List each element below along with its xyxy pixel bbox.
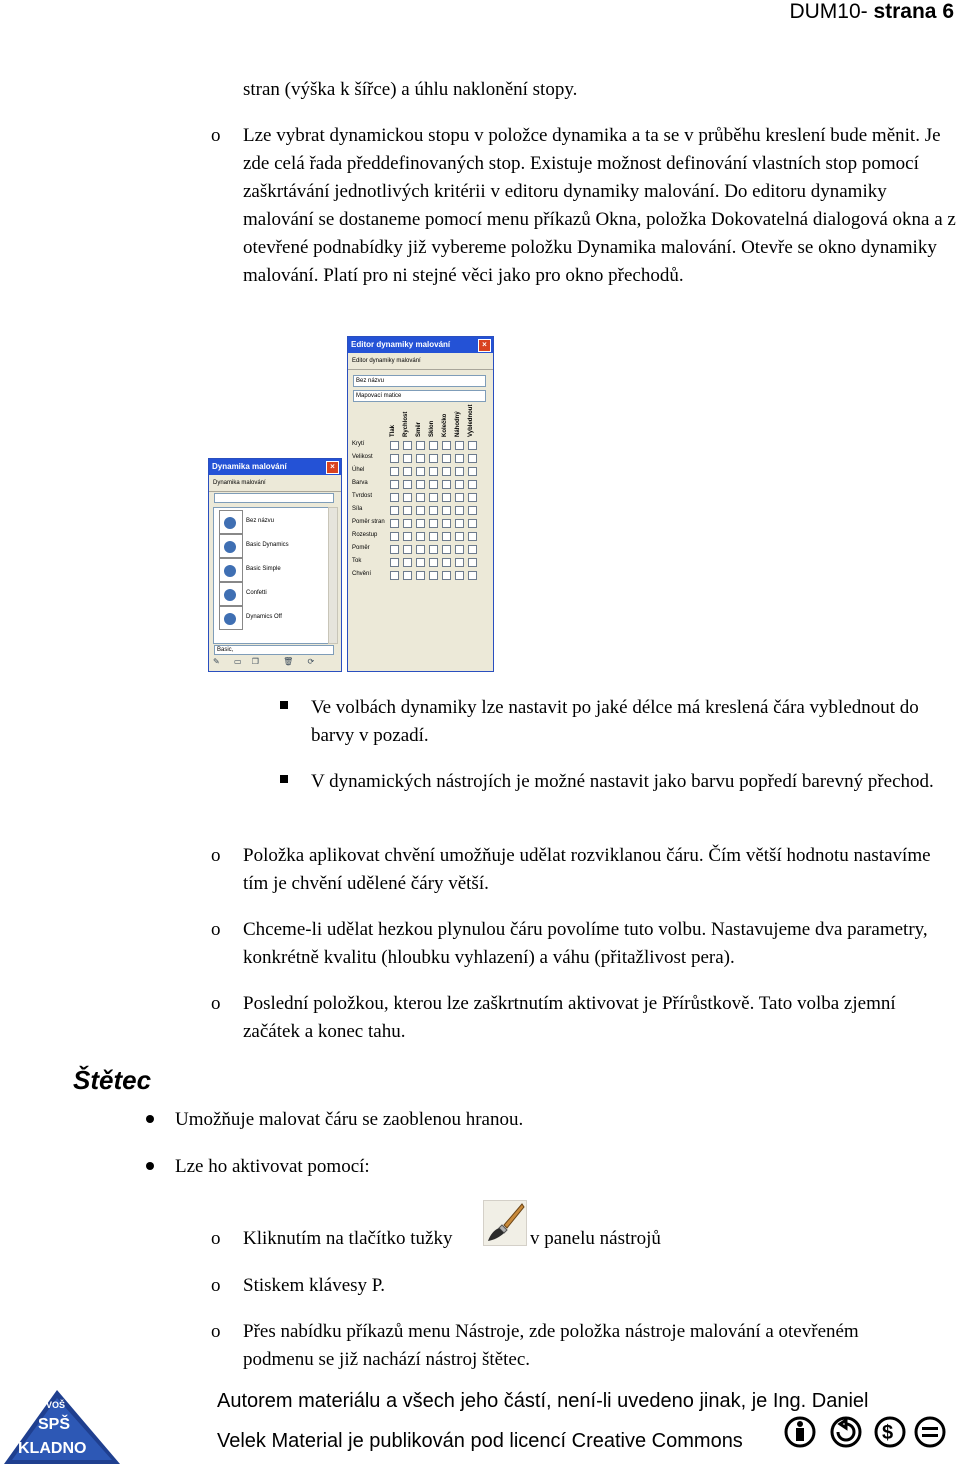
- logo-mid-text: SPŠ: [38, 1416, 71, 1433]
- round-bullet: [146, 1162, 154, 1170]
- column-header: Kolečko: [442, 413, 448, 437]
- refresh-icon[interactable]: ⟳: [307, 657, 315, 666]
- dynamics-checkbox[interactable]: [468, 467, 477, 476]
- logo-bottom-text: KLADNO: [18, 1440, 87, 1457]
- dynamics-checkbox[interactable]: [429, 467, 438, 476]
- dynamics-tab-label: Dynamika malování: [213, 480, 266, 486]
- dynamics-checkbox[interactable]: [442, 493, 451, 502]
- page-header: [789, 0, 954, 24]
- dynamics-checkbox[interactable]: [429, 454, 438, 463]
- dynamics-checkbox[interactable]: [442, 454, 451, 463]
- name-field[interactable]: Bez názvu: [353, 375, 486, 387]
- header-page-number: strana 6: [873, 0, 954, 23]
- bullet-gradient: V dynamických nástrojích je možné nastavit jako barvu popředí barevný přechod.: [311, 771, 934, 792]
- dynamics-title: Dynamika malování: [212, 462, 287, 471]
- dynamics-checkbox[interactable]: [429, 519, 438, 528]
- scrollbar[interactable]: [328, 507, 338, 644]
- dynamics-checkbox[interactable]: [416, 545, 425, 554]
- column-header: Náhodný: [455, 411, 461, 437]
- dynamics-checkbox[interactable]: [468, 532, 477, 541]
- dynamics-checkbox[interactable]: [416, 441, 425, 450]
- dynamics-checkbox[interactable]: [468, 571, 477, 580]
- dynamics-tab[interactable]: [209, 475, 341, 492]
- duplicate-icon[interactable]: ❐: [251, 657, 259, 666]
- preset-item[interactable]: [219, 558, 327, 582]
- mode-select[interactable]: Mapovací matice: [353, 390, 486, 402]
- preset-label: Bez názvu: [246, 518, 275, 524]
- dynamics-checkbox[interactable]: [429, 441, 438, 450]
- dynamics-checkbox[interactable]: [390, 519, 399, 528]
- dynamics-checkbox[interactable]: [390, 558, 399, 567]
- close-icon[interactable]: ×: [478, 339, 491, 352]
- dynamics-titlebar: [209, 459, 341, 475]
- item-toolbox: v panelu nástrojů: [530, 1228, 661, 1249]
- dynamics-checkbox[interactable]: [403, 454, 412, 463]
- dynamics-checkbox[interactable]: [416, 558, 425, 567]
- dynamics-checkbox[interactable]: [416, 454, 425, 463]
- preset-label: Dynamics Off: [246, 614, 282, 620]
- preset-item[interactable]: [219, 582, 327, 606]
- row-label: Chvění: [352, 571, 372, 577]
- row-label: Tok: [352, 558, 362, 564]
- row-label: Rozestup: [352, 532, 378, 538]
- dynamics-checkbox[interactable]: [442, 519, 451, 528]
- dynamics-checkbox[interactable]: [442, 506, 451, 515]
- dynamics-checkbox[interactable]: [403, 558, 412, 567]
- dynamics-checkbox[interactable]: [455, 532, 464, 541]
- dynamics-checkbox[interactable]: [455, 558, 464, 567]
- preset-label: Basic Dynamics: [246, 542, 289, 548]
- list-marker: o: [211, 993, 221, 1014]
- row-label: Barva: [352, 480, 368, 486]
- bullet-fade: Ve volbách dynamiky lze nastavit po jaké délce má kreslená čára vyblednout do barvy v pozadí.: [311, 697, 919, 746]
- dynamics-checkbox[interactable]: [416, 519, 425, 528]
- edit-icon[interactable]: ✎: [213, 657, 220, 666]
- dialog-toolbar: [213, 657, 337, 669]
- dynamics-checkbox[interactable]: [429, 558, 438, 567]
- editor-titlebar: [348, 337, 493, 353]
- editor-title: Editor dynamiky malování: [351, 340, 451, 349]
- dynamics-checkbox[interactable]: [416, 493, 425, 502]
- dynamics-checkbox[interactable]: [416, 532, 425, 541]
- close-icon[interactable]: ×: [326, 461, 339, 474]
- square-bullet: [280, 701, 288, 709]
- preset-thumbnail: [219, 534, 243, 558]
- dynamics-checkbox[interactable]: [390, 493, 399, 502]
- square-bullet: [280, 775, 288, 783]
- dynamics-checkbox[interactable]: [403, 506, 412, 515]
- list-marker: o: [211, 845, 221, 866]
- row-label: Poměr stran: [352, 519, 385, 525]
- list-marker: o: [211, 1275, 221, 1296]
- row-label: Velikost: [352, 454, 373, 460]
- dynamics-checkbox[interactable]: [442, 467, 451, 476]
- dynamics-checkbox[interactable]: [429, 493, 438, 502]
- dynamics-checkbox[interactable]: [403, 480, 412, 489]
- bullet-rounded-line: Umožňuje malovat čáru se zaoblenou hranou.: [175, 1109, 524, 1130]
- dynamics-checkbox[interactable]: [468, 545, 477, 554]
- paragraph-smooth: Chceme-li udělat hezkou plynulou čáru povolíme tuto volbu. Nastavujeme dva parametry, konkrétně kvalitu (hloubku vyhlazení) a váhu (přitažlivost pera).: [243, 919, 928, 968]
- new-icon[interactable]: ▭: [233, 657, 242, 666]
- dynamics-checkbox[interactable]: [416, 571, 425, 580]
- dynamics-checkbox[interactable]: [442, 480, 451, 489]
- dynamics-checkbox[interactable]: [403, 545, 412, 554]
- dynamics-checkbox[interactable]: [416, 480, 425, 489]
- school-logo: [2, 1388, 122, 1466]
- dynamics-checkbox[interactable]: [390, 480, 399, 489]
- paragraph-jitter: Položka aplikovat chvění umožňuje udělat rozviklanou čáru. Čím větší hodnotu nastavíme tím je chvění udělené čáry větší.: [243, 845, 931, 894]
- dynamics-checkbox[interactable]: [442, 545, 451, 554]
- dynamics-checkbox[interactable]: [429, 571, 438, 580]
- row-label: Síla: [352, 506, 363, 512]
- footer-author: Autorem materiálu a všech jeho částí, není-li uvedeno jinak, je Ing. Daniel: [217, 1390, 869, 1412]
- dynamics-checkbox[interactable]: [429, 506, 438, 515]
- dynamics-checkbox[interactable]: [403, 532, 412, 541]
- column-header: Tlak: [390, 424, 396, 437]
- dynamics-checkbox[interactable]: [390, 441, 399, 450]
- dynamics-checkbox[interactable]: [390, 571, 399, 580]
- column-header: Rychlost: [403, 411, 409, 437]
- dynamics-checkbox[interactable]: [455, 545, 464, 554]
- dynamics-checkbox[interactable]: [403, 571, 412, 580]
- dynamics-checkbox[interactable]: [390, 532, 399, 541]
- editor-tab-label: Editor dynamiky malování: [352, 358, 421, 364]
- preset-item[interactable]: [219, 510, 327, 534]
- dynamics-checkbox[interactable]: [455, 571, 464, 580]
- footer-license: Velek Material je publikován pod licencí Creative Commons: [217, 1430, 743, 1452]
- row-label: Tvrdost: [352, 493, 373, 499]
- dynamics-checkbox[interactable]: [403, 441, 412, 450]
- column-header: Směr: [416, 421, 422, 437]
- dynamics-checkbox[interactable]: [468, 506, 477, 515]
- cc-icons: [783, 1414, 948, 1450]
- dynamics-checkbox[interactable]: [455, 454, 464, 463]
- paint-dynamics-window: [208, 458, 342, 672]
- paragraph-incremental: Poslední položkou, kterou lze zaškrtnutím aktivovat je Přírůstkově. Tato volba zjemní začátek a konec tahu.: [243, 993, 896, 1042]
- dynamics-checkbox[interactable]: [390, 467, 399, 476]
- dynamics-checkbox[interactable]: [403, 493, 412, 502]
- list-marker: o: [211, 1228, 221, 1249]
- filter-field[interactable]: [214, 493, 334, 503]
- preset-thumbnail: [219, 558, 243, 582]
- preset-item[interactable]: [219, 534, 327, 558]
- bullet-activate: Lze ho aktivovat pomocí:: [175, 1156, 370, 1177]
- item-click-pencil: Kliknutím na tlačítko tužky: [243, 1228, 453, 1249]
- column-header: Sklon: [429, 420, 435, 437]
- dynamics-checkbox[interactable]: [455, 480, 464, 489]
- header-prefix: DUM10-: [789, 0, 874, 23]
- dynamics-checkbox[interactable]: [403, 519, 412, 528]
- preset-thumbnail: [219, 510, 243, 534]
- dynamics-checkbox[interactable]: [468, 493, 477, 502]
- dynamics-checkbox[interactable]: [455, 441, 464, 450]
- logo-top-text: VOŠ: [46, 1400, 66, 1410]
- dynamics-checkbox[interactable]: [468, 454, 477, 463]
- round-bullet: [146, 1115, 154, 1123]
- column-header: Vyblednout: [468, 404, 474, 437]
- dynamics-checkbox[interactable]: [442, 558, 451, 567]
- item-key-p: Stiskem klávesy P.: [243, 1275, 385, 1296]
- list-marker: o: [211, 919, 221, 940]
- dynamics-checkbox[interactable]: [455, 506, 464, 515]
- dynamics-checkbox[interactable]: [468, 519, 477, 528]
- preset-thumbnail: [219, 606, 243, 630]
- section-heading: Štětec: [73, 1065, 152, 1095]
- preset-list[interactable]: [213, 507, 330, 644]
- dynamics-checkbox[interactable]: [468, 558, 477, 567]
- preset-item[interactable]: [219, 606, 327, 630]
- preset-label: Basic Simple: [246, 566, 281, 572]
- delete-icon[interactable]: 🗑: [283, 657, 294, 666]
- dynamics-checkbox[interactable]: [403, 467, 412, 476]
- editor-dynamics-window: [347, 336, 494, 672]
- dynamics-checkbox[interactable]: [442, 532, 451, 541]
- paragraph-dynamics: Lze vybrat dynamickou stopu v položce dynamika a ta se v průběhu kreslení bude měnit. Je zde celá řada předdefinovaných stop. Existuje možnost definování vlastních stop pomocí zaškrtávání jednotlivých kritérii v editoru dynamiky malování. Do editoru dynamiky malování se dostaneme pomocí menu příkazů Okna, položka Dokovatelná dialogová okna a z otevřené podnabídky již vybereme položku Dynamika malování. Otevře se okno dynamiky malování. Platí pro ni stejné věci jako pro okno přechodů.: [243, 125, 956, 286]
- list-marker: o: [211, 1321, 221, 1342]
- row-label: Úhel: [352, 467, 365, 473]
- dynamics-checkbox[interactable]: [468, 441, 477, 450]
- row-label: Poměr: [352, 545, 370, 551]
- dynamics-checkbox[interactable]: [442, 571, 451, 580]
- row-label: Krytí: [352, 441, 365, 447]
- svg-text:$: $: [882, 1422, 894, 1444]
- dynamics-checkbox[interactable]: [455, 519, 464, 528]
- preset-label: Confetti: [246, 590, 267, 596]
- preset-thumbnail: [219, 582, 243, 606]
- dynamics-checkbox[interactable]: [429, 480, 438, 489]
- paragraph-aspect: stran (výška k šířce) a úhlu naklonění stopy.: [243, 79, 578, 100]
- dynamics-checkbox[interactable]: [390, 506, 399, 515]
- item-menu: Přes nabídku příkazů menu Nástroje, zde položka nástroje malování a otevřeném podmenu se již nachází nástroj štětec.: [243, 1321, 859, 1370]
- dynamics-checkbox[interactable]: [390, 545, 399, 554]
- dynamics-checkbox[interactable]: [455, 493, 464, 502]
- dynamics-checkbox[interactable]: [390, 454, 399, 463]
- editor-tab[interactable]: [348, 353, 493, 370]
- dynamics-checkbox[interactable]: [429, 532, 438, 541]
- dynamics-checkbox[interactable]: [416, 506, 425, 515]
- dynamics-checkbox[interactable]: [416, 467, 425, 476]
- list-marker: o: [211, 125, 221, 146]
- dynamics-checkbox[interactable]: [442, 441, 451, 450]
- dynamics-checkbox[interactable]: [468, 480, 477, 489]
- dynamics-checkbox[interactable]: [429, 545, 438, 554]
- paintbrush-icon: [483, 1200, 527, 1246]
- dynamics-checkbox[interactable]: [455, 467, 464, 476]
- tag-field[interactable]: Basic,: [214, 645, 334, 655]
